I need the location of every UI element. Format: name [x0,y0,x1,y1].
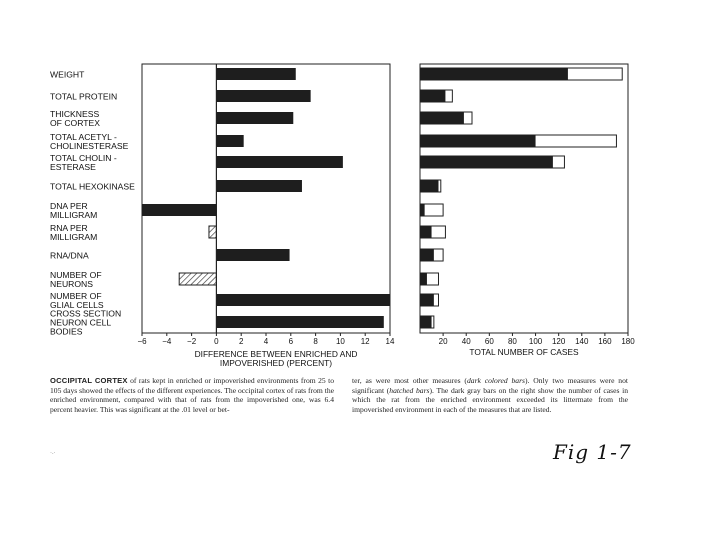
left-bar-chart [137,64,395,368]
caption-right: ter, as were most other measures (dark colored bars). Only two measures were not significant (hatched bars). The dark gray bars on the right show the number of cases in which the rat from the enriched environment exceeded its littermate from the impoverished environment in each of the measures that are listed. [352,376,629,414]
tick-label: 160 [598,337,612,346]
category-label: TOTAL HEXOKINASE [50,181,135,192]
tick-label: 10 [335,337,345,346]
caption-left: OCCIPITAL CORTEX of rats kept in enriched or impoverished environments from 25 to 105 days showed the effects of the different experiences. The occipital cortex of rats from the enriched environment, compared with that of rats from the impoverished one, was 6.4 percent heavier. This was significant at the .01 level or bet- [50,376,334,414]
enriched-bar [420,90,445,102]
tick-label: 40 [461,337,471,346]
tick-label: −6 [137,337,147,346]
bar [216,135,243,147]
tick-label: 12 [360,337,370,346]
bar [216,156,342,168]
left-plot-frame [142,64,390,333]
figure-label: Fig 1-7 [553,440,632,464]
enriched-bar [420,273,427,285]
category-label: TOTAL ACETYL - [50,132,117,142]
enriched-bar [420,316,432,328]
tick-label: 0 [214,337,219,346]
tick-label: 60 [484,337,494,346]
category-label: THICKNESS [50,109,100,119]
category-label: NEURON CELL [50,317,112,328]
category-label: NUMBER OF [50,291,102,301]
bar [216,112,293,124]
right-bar-chart [420,64,635,357]
category-label: DNA PER [50,201,88,211]
page-speck: ·.· [50,450,56,456]
enriched-bar [420,294,434,306]
tick-label: 180 [621,337,635,346]
category-label: OF CORTEX [50,118,100,128]
category-labels [50,70,135,337]
category-label: TOTAL PROTEIN [50,91,118,102]
category-label: ESTERASE [50,162,96,172]
bar [216,68,295,80]
category-label: NUMBER OF [50,270,102,280]
bar [209,226,216,238]
enriched-bar [420,249,434,261]
tick-label: 80 [507,337,517,346]
tick-label: 2 [238,337,244,346]
bar [216,90,310,102]
x-axis-title: TOTAL NUMBER OF CASES [469,347,579,357]
bar [216,180,302,192]
tick-label: 140 [575,337,589,346]
category-label: RNA PER [50,223,88,233]
category-label: MILLIGRAM [50,232,98,242]
tick-label: 20 [438,337,448,346]
tick-label: 100 [528,337,543,346]
category-label: WEIGHT [50,69,85,80]
tick-label: 4 [263,337,269,346]
category-label: RNA/DNA [50,250,89,261]
enriched-bar [420,180,438,192]
bar [216,316,383,328]
enriched-bar [420,68,568,80]
tick-label: 8 [313,337,318,346]
bar [142,204,216,216]
enriched-bar [420,156,553,168]
bar [216,294,390,306]
enriched-bar [420,226,432,238]
category-label: CROSS SECTION [50,308,122,319]
category-label: BODIES [50,326,83,337]
enriched-bar [420,135,536,147]
tick-label: 14 [385,337,395,346]
category-label: CHOLINESTERASE [50,141,129,151]
category-label: TOTAL CHOLIN - [50,153,117,163]
bar [179,273,216,285]
category-label: MILLIGRAM [50,210,98,220]
enriched-bar [420,204,425,216]
x-axis-title: IMPOVERISHED (PERCENT) [219,358,333,368]
bar [216,249,289,261]
right-plot-frame [420,64,628,333]
tick-label: 120 [551,337,566,346]
x-axis-title: DIFFERENCE BETWEEN ENRICHED AND [194,349,358,359]
tick-label: −2 [187,337,197,346]
tick-label: 6 [288,337,294,346]
tick-label: −4 [162,337,172,346]
enriched-bar [420,112,464,124]
category-label: NEURONS [50,279,93,289]
category-label: GLIAL CELLS [50,300,104,310]
